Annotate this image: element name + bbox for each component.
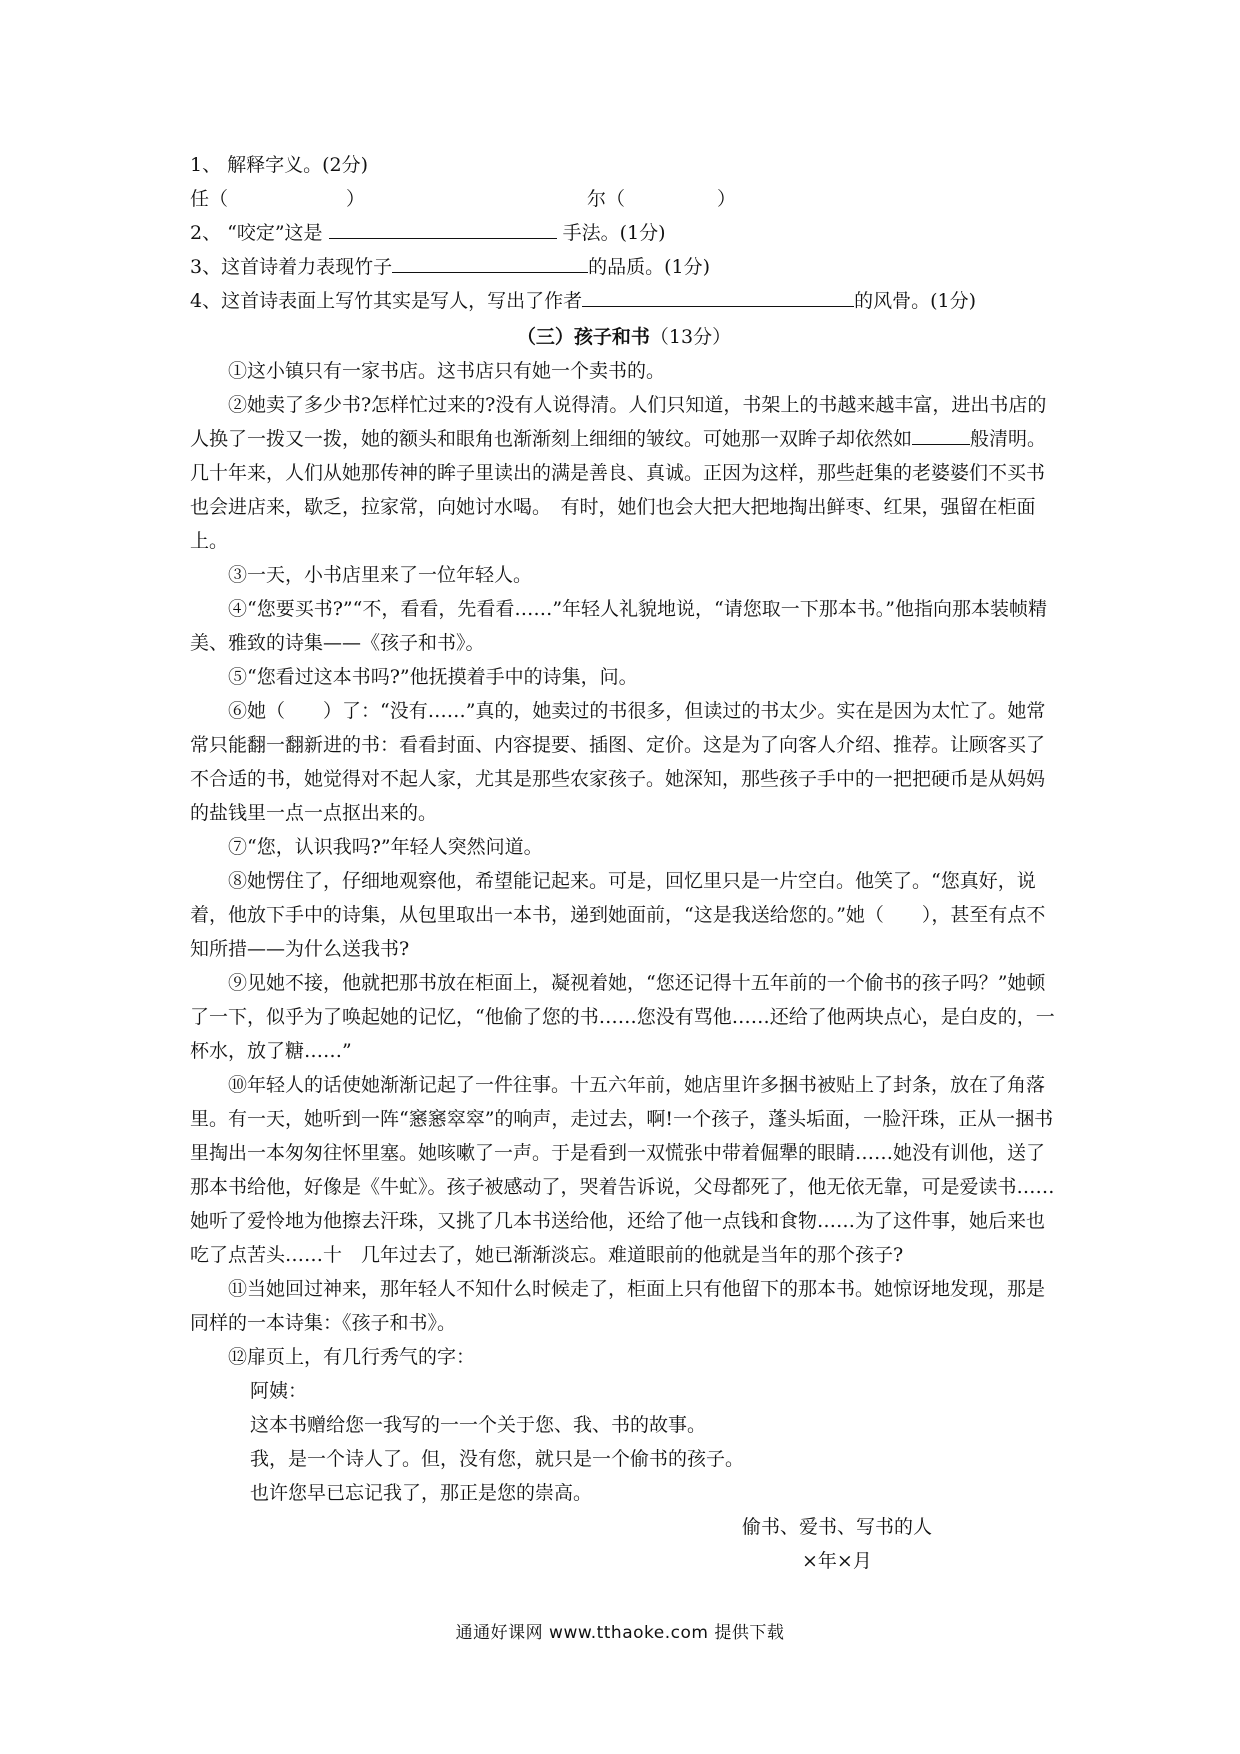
- paragraph-12: ⑫扉页上，有几行秀气的字：: [228, 1346, 476, 1368]
- letter-line-1: 这本书赠给您一我写的一一个关于您、我、书的故事。: [250, 1414, 707, 1436]
- question-3-blank[interactable]: [392, 250, 588, 273]
- paragraph-7: ⑦“您，认识我吗?”年轻人突然问道。: [228, 836, 543, 858]
- question-1: [190, 148, 1058, 182]
- paragraph-2-text-cont: 般清明。几十年来，人们从她那传神的眸子里读出的满是善良、真诚。正因为这样，那些赶集的老婆婆们不买书也会进店来，歇乏，拉家常，向她讨水喝。 有时，她们也会大把大把地掏出鲜枣、红果，强留在柜面上。: [190, 428, 1047, 552]
- paragraph-4: ④“您要买书?”“不，看看，先看看……”年轻人礼貌地说，“请您取一下那本书。”他指向那本装帧精美、雅致的诗集——《孩子和书》。: [190, 598, 1047, 654]
- letter-salutation: 阿姨：: [250, 1380, 308, 1402]
- question-1-answers: [190, 182, 1058, 216]
- paragraph-8: ⑧她愣住了，仔细地观察他，希望能记起来。可是，回忆里只是一片空白。他笑了。“您真好，说着，他放下手中的诗集，从包里取出一本书，递到她面前，“这是我送给您的。”她（ ），甚至有点不知所措——为什么送我书?: [190, 870, 1046, 960]
- letter-line-3: 也许您早已忘记我了，那正是您的崇高。: [250, 1482, 593, 1504]
- section-title-text: （三）孩子和书: [516, 326, 650, 348]
- section-score: （13分）: [649, 326, 732, 348]
- question-4-blank[interactable]: [582, 284, 854, 307]
- letter-date: ×年×月: [802, 1550, 872, 1572]
- question-4: [190, 284, 1058, 318]
- question-2-text: 2、 “咬定”这是: [190, 222, 323, 244]
- question-3-text: 3、这首诗着力表现竹子: [190, 256, 393, 278]
- question-2-suffix: 手法。(1分): [562, 222, 666, 244]
- paragraph-3: ③一天，小书店里来了一位年轻人。: [228, 564, 533, 586]
- paragraph-11: ⑪当她回过神来，那年轻人不知什么时候走了，柜面上只有他留下的那本书。她惊讶地发现，那是同样的一本诗集：《孩子和书》。: [190, 1278, 1046, 1334]
- answer-ren-close: ）: [346, 188, 366, 210]
- section-title: [190, 320, 1058, 354]
- paragraph-2-text: ②她卖了多少书?怎样忙过来的?没有人说得清。人们只知道，书架上的书越来越丰富，进出书店的人换了一拨又一拨，她的额头和眼角也渐渐刻上细细的皱纹。可她那一双眸子却依然如: [190, 394, 1047, 450]
- answer-ren-label: 任（: [190, 188, 229, 210]
- question-2-blank[interactable]: [329, 216, 557, 239]
- question-4-suffix: 的风骨。(1分): [854, 290, 977, 312]
- paragraph-9: ⑨见她不接，他就把那书放在柜面上，凝视着她，“您还记得十五年前的一个偷书的孩子吗？”她顿了一下，似乎为了唤起她的记忆，“他偷了您的书……您没有骂他……还给了他两块点心，是白皮的，一杯水，放了糖……”: [190, 972, 1055, 1062]
- answer-er-close: ）: [717, 188, 737, 210]
- paragraph-2-blank[interactable]: [912, 422, 970, 445]
- letter-signature: 偷书、爱书、写书的人: [742, 1516, 933, 1538]
- answer-er-label: 尔（: [587, 188, 626, 210]
- paragraph-6: ⑥她（ ）了：“没有……”真的，她卖过的书很多，但读过的书太少。实在是因为太忙了。她常常只能翻一翻新进的书：看看封面、内容提要、插图、定价。这是为了向客人介绍、推荐。让顾客买了不合适的书，她觉得对不起人家，尤其是那些农家孩子。她深知，那些孩子手中的一把把硬币是从妈妈的盐钱里一点一点抠出来的。: [190, 700, 1046, 824]
- paragraph-2: [190, 388, 1058, 558]
- page-footer: 通通好课网 www.tthaoke.com 提供下载: [455, 1623, 785, 1643]
- paragraph-10: ⑩年轻人的话使她渐渐记起了一件往事。十五六年前，她店里许多捆书被贴上了封条，放在了角落里。有一天，她听到一阵“窸窸窣窣”的响声，走过去，啊!一个孩子，蓬头垢面，一脸汗珠，正从一捆书里掏出一本匆匆往怀里塞。她咳嗽了一声。于是看到一双慌张中带着倔犟的眼睛……她没有训他，送了那本书给他，好像是《牛虻》。孩子被感动了，哭着告诉说，父母都死了，他无依无靠，可是爱读书……她听了爱怜地为他擦去汗珠，又挑了几本书送给他，还给了他一点钱和食物……为了这件事，她后来也吃了点苦头……十 几年过去了，她已渐渐淡忘。难道眼前的他就是当年的那个孩子?: [190, 1074, 1055, 1266]
- page-content: [190, 148, 1058, 1578]
- question-3: [190, 250, 1058, 284]
- paragraph-5: ⑤“您看过这本书吗?”他抚摸着手中的诗集，问。: [228, 666, 638, 688]
- question-3-suffix: 的品质。(1分): [588, 256, 711, 278]
- question-4-text: 4、这首诗表面上写竹其实是写人，写出了作者: [190, 290, 583, 312]
- question-2: [190, 216, 1058, 250]
- question-1-text: 1、 解释字义。(2分): [190, 154, 369, 176]
- letter-line-2: 我，是一个诗人了。但，没有您，就只是一个偷书的孩子。: [250, 1448, 745, 1470]
- paragraph-1: ①这小镇只有一家书店。这书店只有她一个卖书的。: [228, 360, 666, 382]
